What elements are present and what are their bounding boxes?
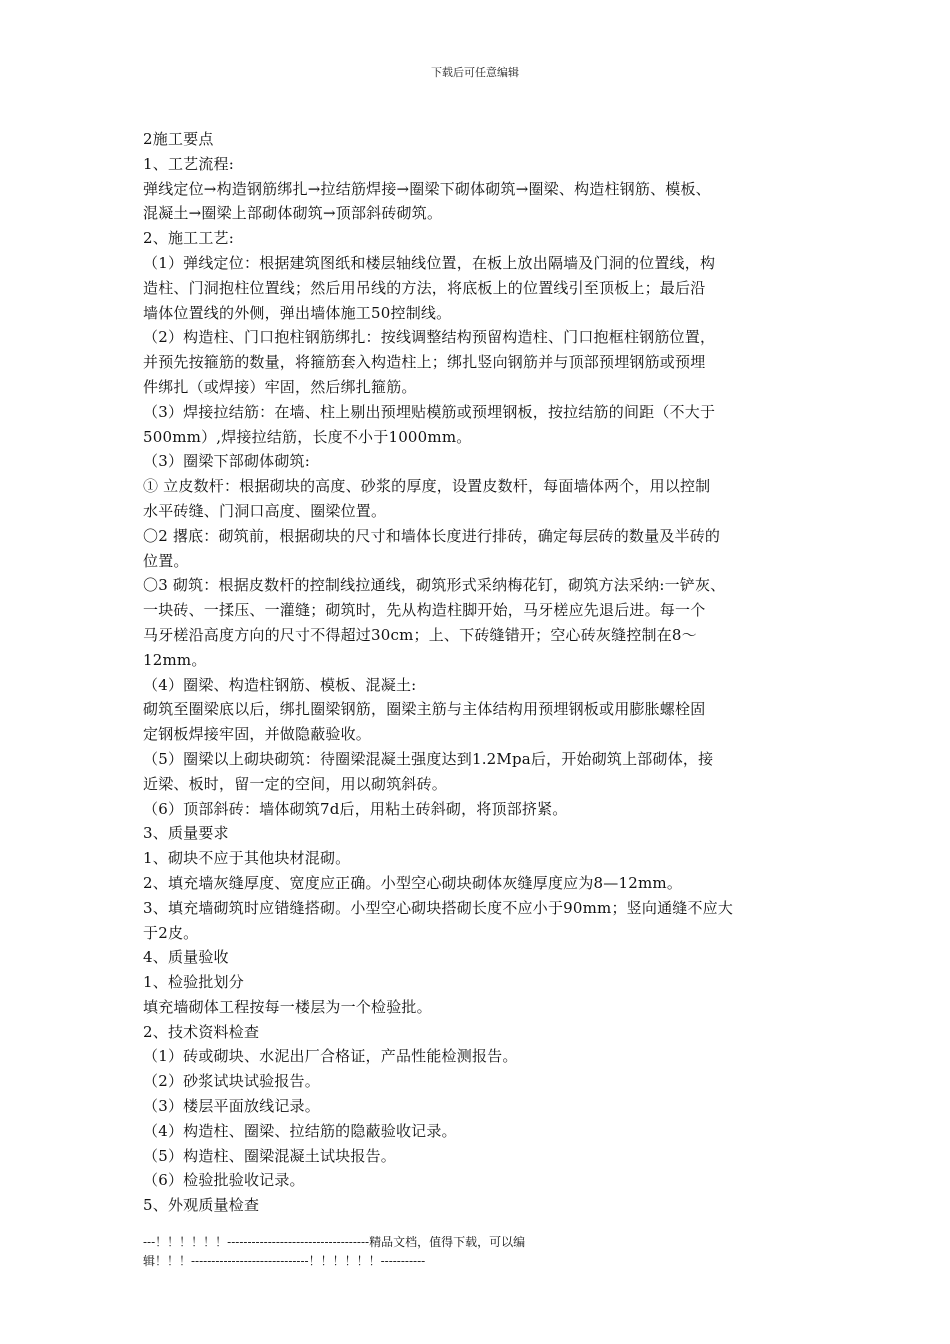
text-line: （3）楼层平面放线记录。 xyxy=(143,1097,320,1116)
text-line: 3、质量要求 xyxy=(143,824,229,843)
document-body xyxy=(143,127,823,1218)
text-line: 水平砖缝、门洞口高度、圈梁位置。 xyxy=(143,501,387,520)
text-line: （3）圈梁下部砌体砌筑: xyxy=(143,452,310,471)
text-line: （2）构造柱、门口抱柱钢筋绑扎：按线调整结构预留构造柱、门口抱框柱钢筋位置， xyxy=(143,328,716,347)
text-line: （6）检验批验收记录。 xyxy=(143,1171,305,1190)
text-line: 马牙槎沿高度方向的尺寸不得超过30cm；上、下砖缝错开；空心砖灰缝控制在8～ xyxy=(143,625,697,644)
text-line: 一块砖、一揉压、一灌缝；砌筑时，先从构造柱脚开始，马牙槎应先退后进。每一个 xyxy=(143,601,706,620)
text-line: 〇3 砌筑：根据皮数杆的控制线拉通线，砌筑形式采纳梅花钉，砌筑方法采纳:一铲灰、 xyxy=(143,576,726,595)
footer-line: 辑！！！-----------------------------！！！！！！----------- xyxy=(143,1254,426,1268)
text-line: 2、填充墙灰缝厚度、宽度应正确。小型空心砌块砌体灰缝厚度应为8—12mm。 xyxy=(143,873,683,892)
text-line: （5）构造柱、圈梁混凝土试块报告。 xyxy=(143,1146,396,1165)
text-line: 2施工要点 xyxy=(143,130,214,148)
text-line: 混凝土→圈梁上部砌体砌筑→顶部斜砖砌筑。 xyxy=(143,204,443,223)
text-line: 并预先按箍筋的数量，将箍筋套入构造柱上；绑扎竖向钢筋并与顶部预埋钢筋或预埋 xyxy=(143,353,706,372)
text-line: （1）砖或砌块、水泥出厂合格证，产品性能检测报告。 xyxy=(143,1047,518,1066)
text-line: 4、质量验收 xyxy=(143,948,229,967)
footer-line: ---！！！！！！-----------------------------------精品文档，值得下载，可以编 xyxy=(143,1235,526,1249)
text-line: （4）构造柱、圈梁、拉结筋的隐蔽验收记录。 xyxy=(143,1121,457,1140)
text-line: 弹线定位→构造钢筋绑扎→拉结筋焊接→圈梁下砌体砌筑→圈梁、构造柱钢筋、模板、 xyxy=(143,179,711,198)
text-line: 〇2 撂底：砌筑前，根据砌块的尺寸和墙体长度进行排砖，确定每层砖的数量及半砖的 xyxy=(143,526,721,545)
text-line: （3）焊接拉结筋：在墙、柱上剔出预埋贴模筋或预埋钢板，按拉结筋的间距（不大于 xyxy=(143,402,716,421)
page-footer xyxy=(143,1233,823,1271)
text-line: 定钢板焊接牢固，并做隐蔽验收。 xyxy=(143,725,372,744)
text-line: 3、填充墙砌筑时应错缝搭砌。小型空心砌块搭砌长度不应小于90mm；竖向通缝不应大 xyxy=(143,898,734,917)
text-line: ① 立皮数杆：根据砌块的高度、砂浆的厚度，设置皮数杆，每面墙体两个，用以控制 xyxy=(143,477,711,496)
text-line: 近梁、板时，留一定的空间，用以砌筑斜砖。 xyxy=(143,774,448,793)
text-line: 件绑扎（或焊接）牢固，然后绑扎箍筋。 xyxy=(143,377,417,396)
text-line: 位置。 xyxy=(143,551,189,570)
text-line: （1）弹线定位：根据建筑图纸和楼层轴线位置，在板上放出隔墙及门洞的位置线，构 xyxy=(143,253,716,272)
text-line: （5）圈梁以上砌块砌筑：待圈梁混凝土强度达到1.2Mpa后，开始砌筑上部砌体，接 xyxy=(143,749,714,768)
text-line: 1、工艺流程: xyxy=(143,154,234,173)
text-line: 500mm）,焊接拉结筋，长度不小于1000mm。 xyxy=(143,427,472,446)
text-line: 2、施工工艺: xyxy=(143,229,234,248)
text-line: 5、外观质量检查 xyxy=(143,1196,260,1215)
text-line: （2）砂浆试块试验报告。 xyxy=(143,1072,320,1091)
page-header: 下载后可任意编辑 xyxy=(431,66,519,79)
text-line: 1、检验批划分 xyxy=(143,973,244,992)
text-line: 于2皮。 xyxy=(143,923,199,942)
text-line: （6）顶部斜砖：墙体砌筑7d后，用粘土砖斜砌，将顶部挤紧。 xyxy=(143,799,568,818)
text-line: 1、砌块不应于其他块材混砌。 xyxy=(143,849,351,868)
text-line: 2、技术资料检查 xyxy=(143,1022,260,1041)
text-line: （4）圈梁、构造柱钢筋、模板、混凝土: xyxy=(143,675,417,694)
text-line: 造柱、门洞抱柱位置线；然后用吊线的方法，将底板上的位置线引至顶板上；最后沿 xyxy=(143,278,706,297)
text-line: 填充墙砌体工程按每一楼层为一个检验批。 xyxy=(143,997,432,1016)
text-line: 砌筑至圈梁底以后，绑扎圈梁钢筋，圈梁主筋与主体结构用预埋钢板或用膨胀螺栓固 xyxy=(143,700,706,719)
text-line: 12mm。 xyxy=(143,650,207,669)
text-line: 墙体位置线的外侧，弹出墙体施工50控制线。 xyxy=(143,303,452,322)
